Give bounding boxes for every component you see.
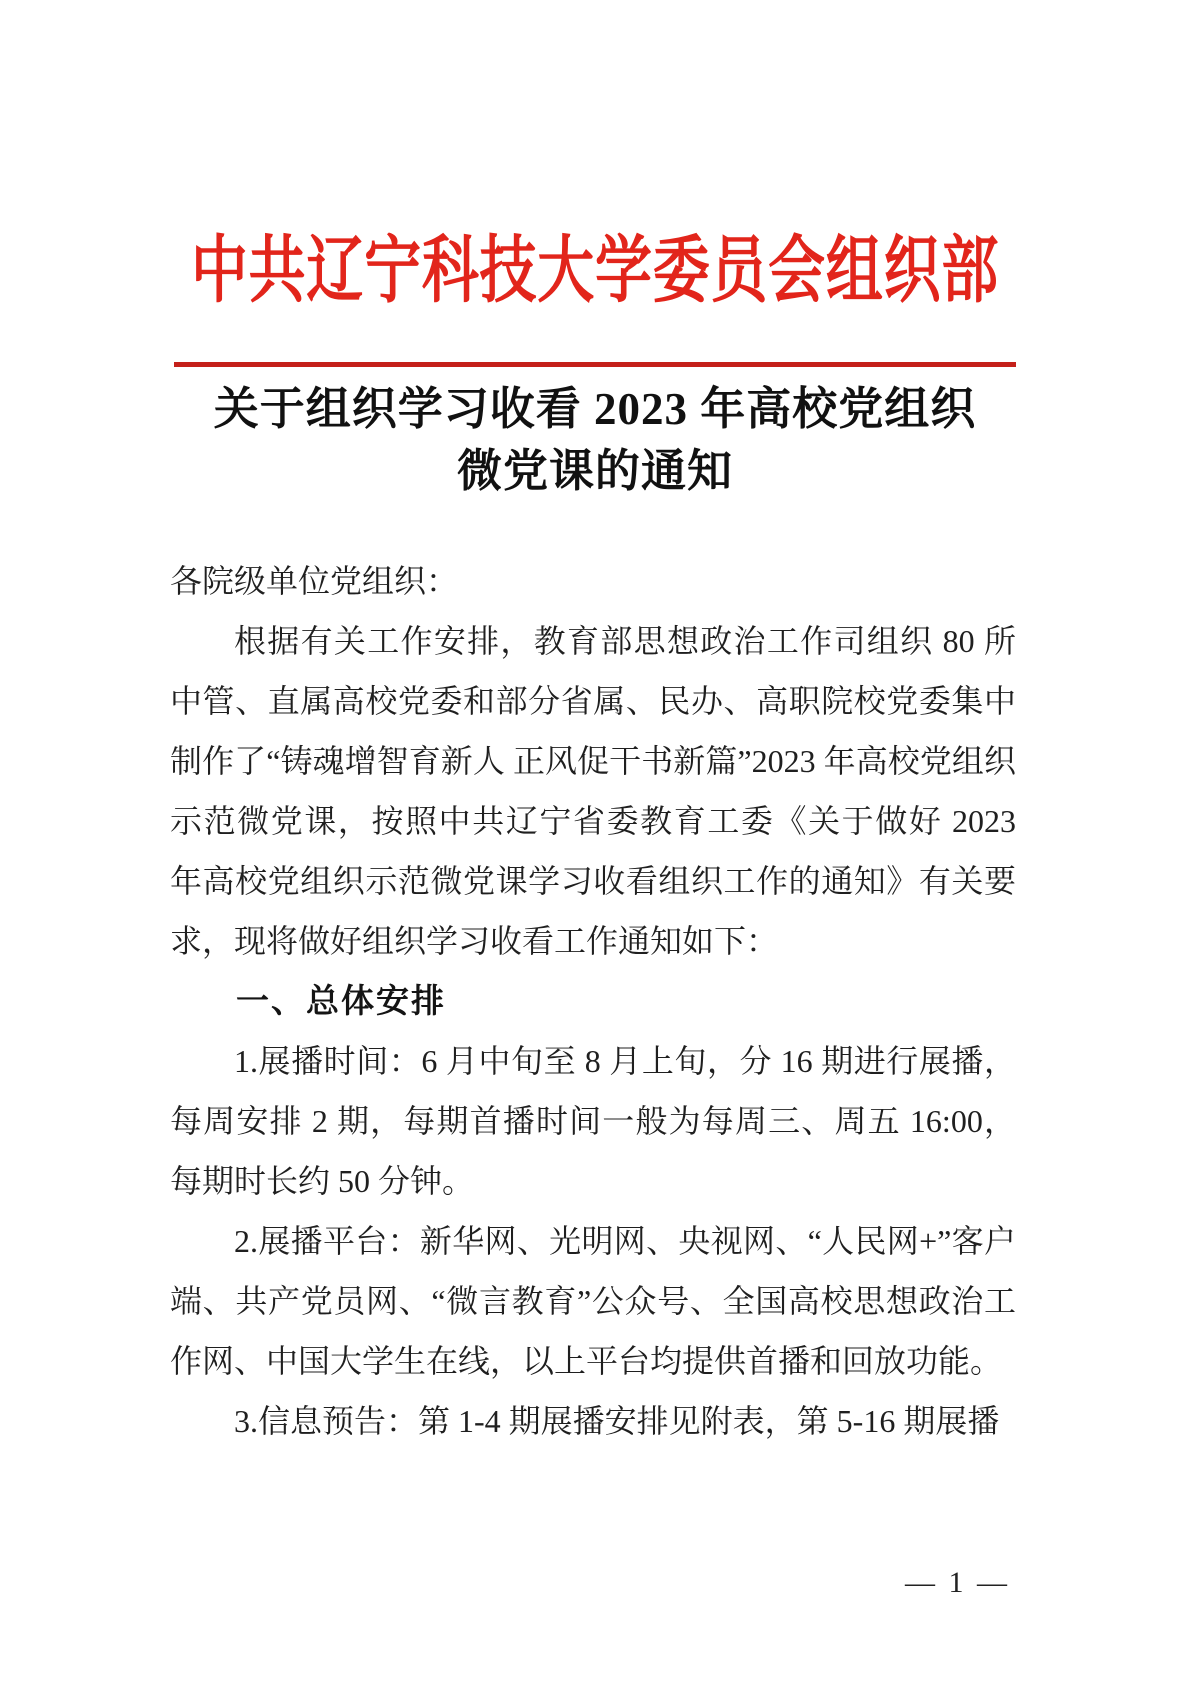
intro-paragraph: 根据有关工作安排，教育部思想政治工作司组织 80 所中管、直属高校党委和部分省属、民办、高职院校党委集中制作了“铸魂增智育新人 正风促干书新篇”2023 年高校党组织示范微党课，按照中共辽宁省委教育工委《关于做好 2023 年高校党组织示范微党课学习收看组织工作的通知》有关要求，现将做好组织学习收看工作通知如下： — [170, 623, 1016, 959]
paragraph-info-preview: 3.信息预告：第 1-4 期展播安排见附表，第 5-16 期展播 — [234, 1403, 1000, 1439]
red-divider-rule — [174, 362, 1016, 367]
org-name-header: 中共辽宁科技大学委员会组织部 — [190, 230, 1000, 311]
letterhead — [0, 221, 1190, 321]
document-title-line-1: 关于组织学习收看 2023 年高校党组织 — [213, 384, 977, 434]
salutation: 各院级单位党组织： — [170, 563, 459, 599]
paragraph-broadcast-platforms: 2.展播平台：新华网、光明网、央视网、“人民网+”客户端、共产党员网、“微言教育”公众号、全国高校思想政治工作网、中国大学生在线，以上平台均提供首播和回放功能。 — [170, 1223, 1016, 1379]
page-number: — 1 — — [905, 1566, 1010, 1599]
document-body — [170, 551, 1016, 1451]
document-title — [0, 378, 1190, 502]
section-heading-overall-arrangement: 一、总体安排 — [236, 982, 446, 1019]
document-title-line-2: 微党课的通知 — [456, 446, 733, 496]
paragraph-broadcast-time: 1.展播时间：6 月中旬至 8 月上旬，分 16 期进行展播，每周安排 2 期，每期首播时间一般为每周三、周五 16:00，每期时长约 50 分钟。 — [170, 1043, 1016, 1199]
